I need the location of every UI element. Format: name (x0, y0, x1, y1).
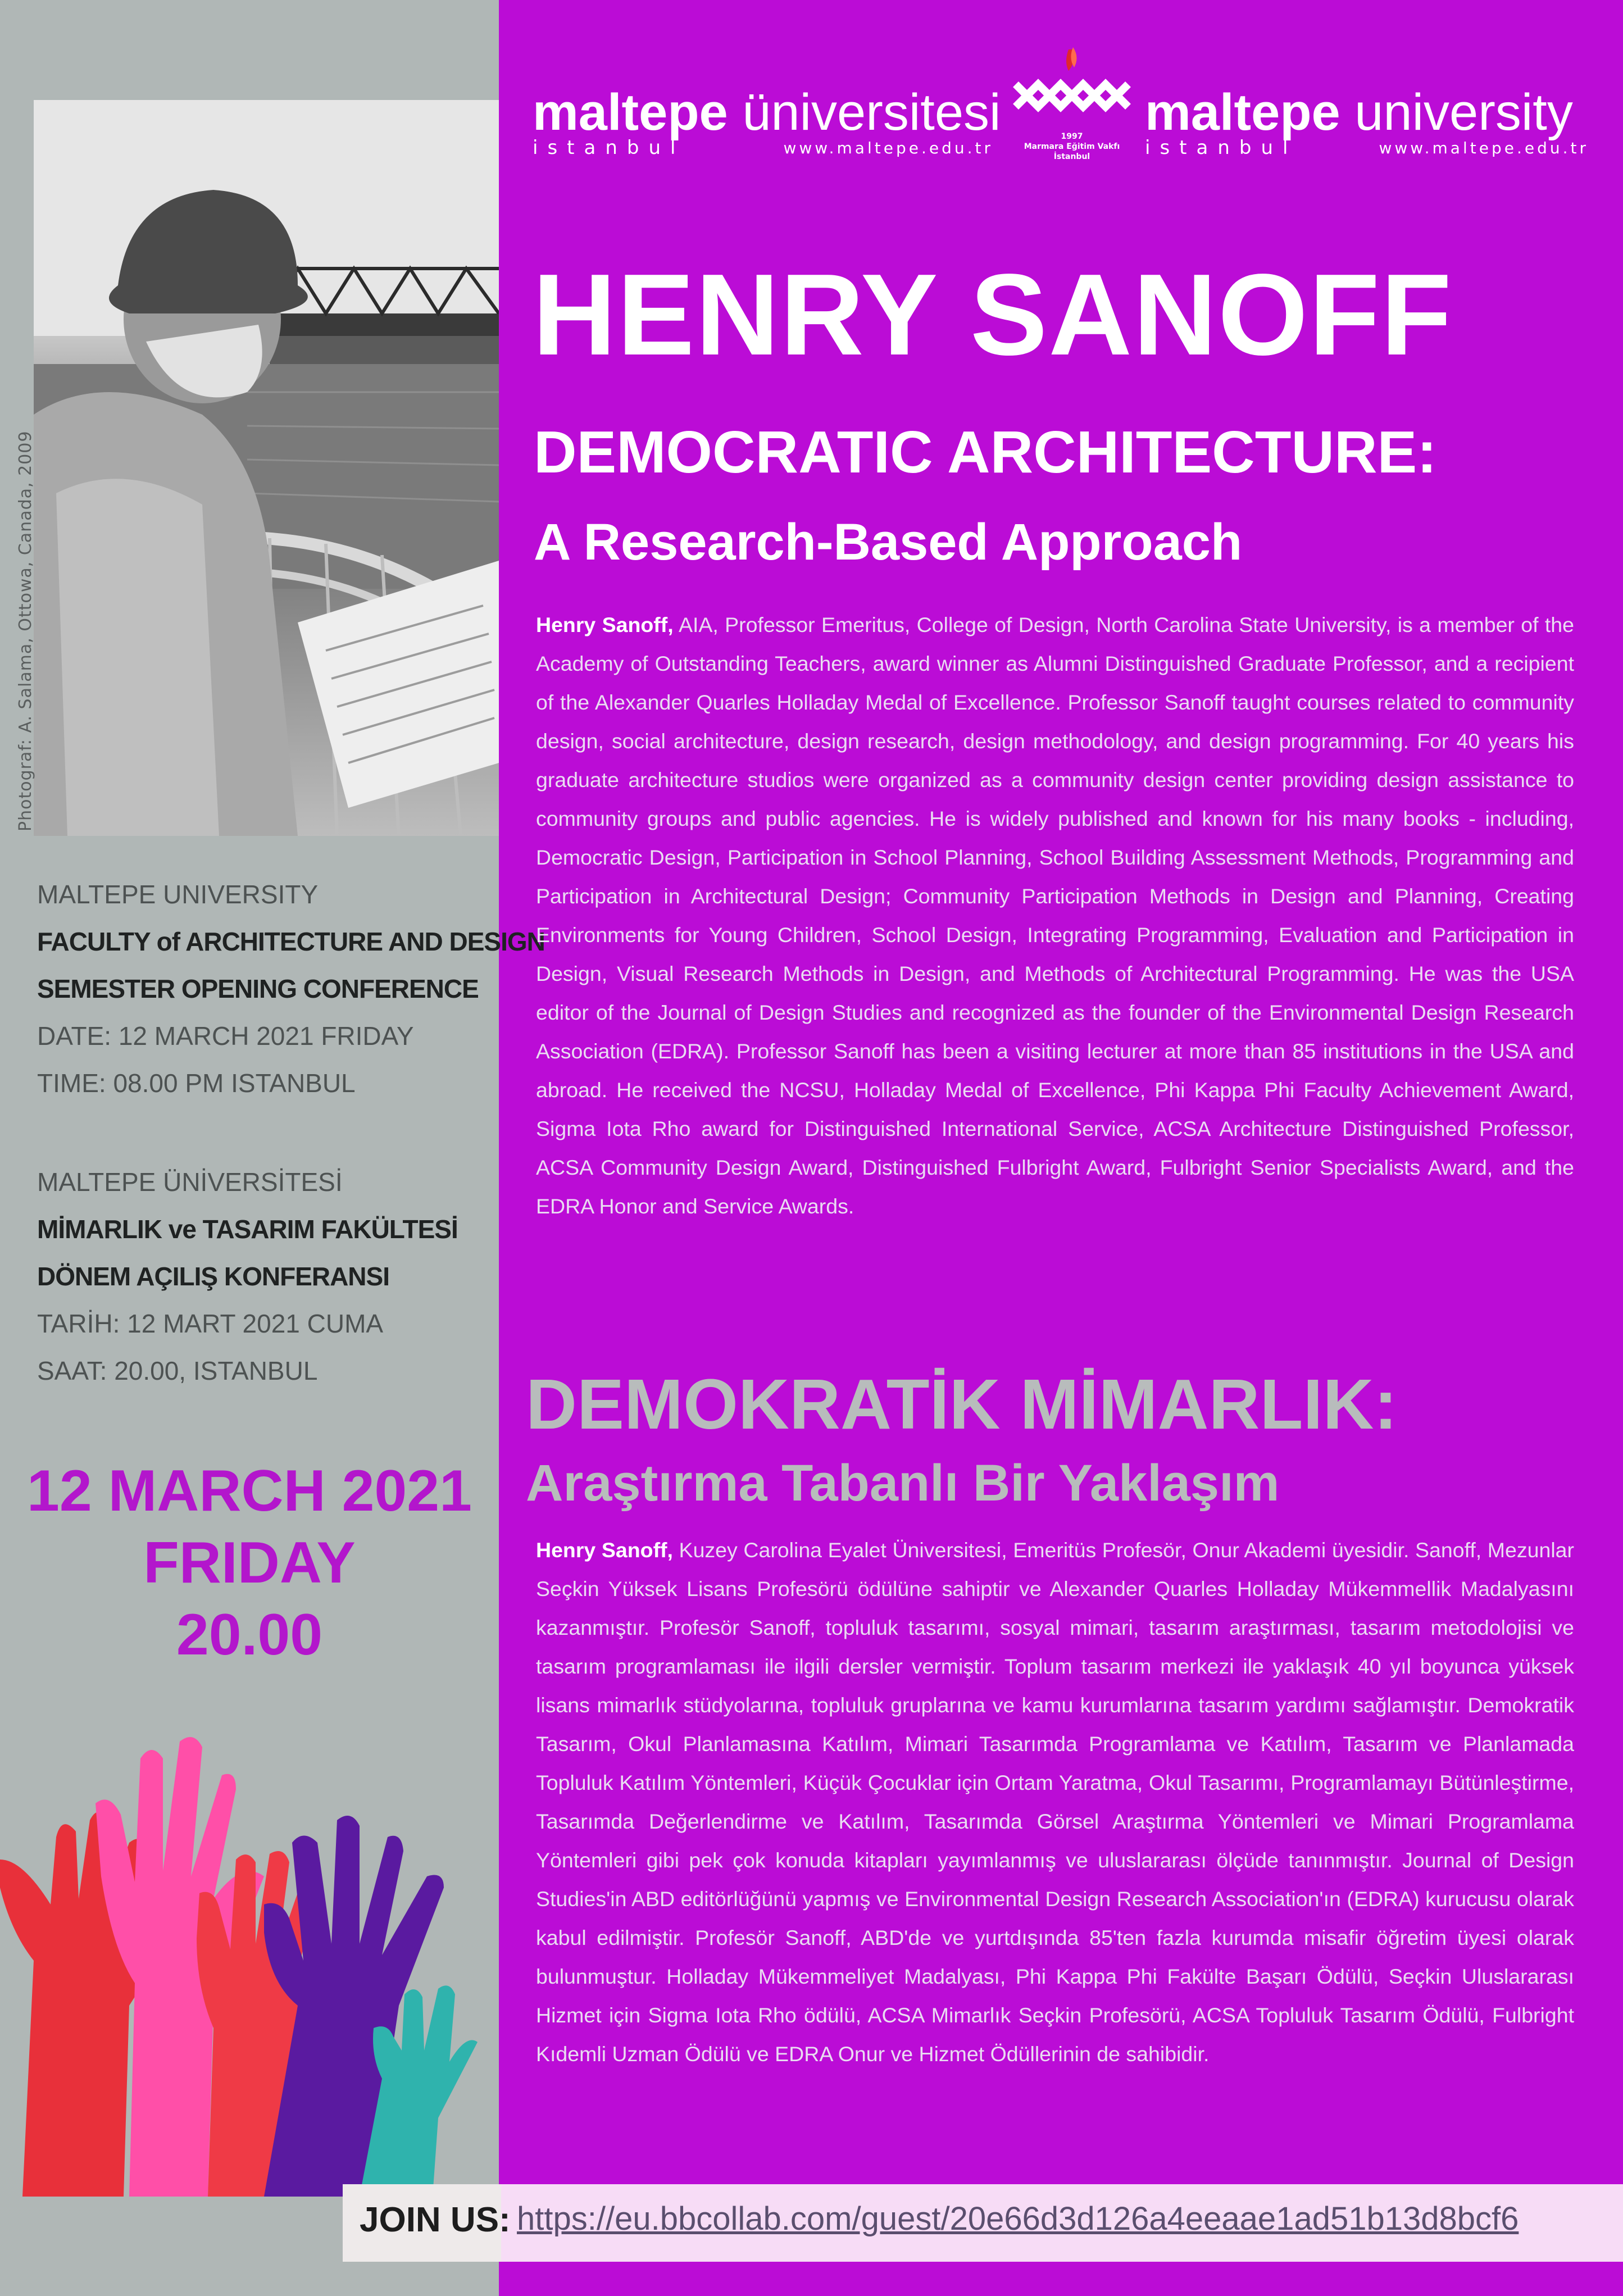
info-tr-event: DÖNEM AÇILIŞ KONFERANSI (37, 1262, 389, 1291)
logo-tr-bold: maltepe (533, 84, 728, 141)
info-tr-date: TARİH: 12 MART 2021 CUMA (37, 1309, 384, 1338)
big-date-time: 20.00 (176, 1602, 323, 1667)
logo-tr-url: www.maltepe.edu.tr (783, 139, 993, 157)
join-label: JOIN US: (360, 2200, 511, 2239)
bio-en-text: AIA, Professor Emeritus, College of Design, North Carolina State University, is a member of the Academy of Outstanding Teachers, award winner as Alumni Distinguished Graduate Professor, and a recipient of the Alexander Quarles Holladay Medal of Excellence. Professor Sanoff taught courses related to community design, social architecture, design research, design methodology, and design programming. For 40 years his graduate architecture studios were organized as a community design center providing design assistance to community groups and public agencies. He is widely published and known for his many books - including, Democratic Design, Participation in School Planning, School Building Assessment Methods, Programming and Participation in Architectural Design; Community Participation Methods in Design and Planning, Creating Environments for Young Children, School Design, Integrating Programming, Evaluation and Participation in Design, Visual Research Methods in Design, and Methods of Architectural Programming. He was the USA editor of the Journal of Design Studies and recognized as the founder of the Environmental Design Research Association (EDRA). Professor Sanoff has been a visiting lecturer at more than 85 institutions in the USA and abroad. He received the NCSU, Holladay Medal of Excellence, Phi Kappa Phi Faculty Achievement Award, Sigma Iota Rho award for Distinguished International Service, ACSA Architecture Distinguished Professor, ACSA Community Design Award, Distinguished Fulbright Award, Fulbright Senior Specialists Award, and the EDRA Honor and Service Awards. (536, 613, 1574, 1218)
talk-title: DEMOCRATIC ARCHITECTURE: (534, 419, 1437, 485)
talk-subtitle-turkish: Araştırma Tabanlı Bir Yaklaşım (526, 1454, 1280, 1512)
logo-en-city: istanbul (1145, 137, 1298, 159)
info-tr-faculty: MİMARLIK ve TASARIM FAKÜLTESİ (37, 1215, 458, 1244)
join-bar (343, 2184, 1623, 2262)
bio-tr-name: Henry Sanoff, (536, 1538, 673, 1562)
info-turkish (37, 1158, 458, 1394)
logo-tr-light: üniversitesi (728, 84, 1001, 141)
logo-en-bold: maltepe (1145, 84, 1340, 141)
torch-emblem-icon (1010, 45, 1134, 129)
emblem-city: İstanbul (1053, 152, 1090, 161)
bio-en-name: Henry Sanoff, (536, 613, 674, 636)
info-en-university: MALTEPE UNIVERSITY (37, 880, 319, 909)
speaker-name: HENRY SANOFF (533, 250, 1453, 379)
info-en-faculty: FACULTY of ARCHITECTURE AND DESIGN (37, 927, 545, 956)
emblem-year: 1997 (1061, 132, 1083, 141)
logo-en-light: university (1340, 84, 1573, 141)
info-english (37, 871, 545, 1107)
info-en-time: TIME: 08.00 PM ISTANBUL (37, 1069, 356, 1098)
logo-english (1145, 84, 1589, 157)
big-date-line1: 12 MARCH 2021 (27, 1458, 472, 1524)
raised-hands-illustration (0, 1691, 499, 2197)
foundation-emblem (1010, 45, 1134, 174)
bio-english (536, 606, 1574, 1226)
emblem-name: Marmara Eğitim Vakfı (1024, 142, 1120, 151)
logo-tr-city: istanbul (533, 137, 685, 159)
logo-header (533, 84, 1589, 185)
info-en-event: SEMESTER OPENING CONFERENCE (37, 974, 479, 1003)
join-link[interactable]: https://eu.bbcollab.com/guest/20e66d3d126a4eeaae1ad51b13d8bcf6 (517, 2200, 1519, 2237)
talk-subtitle: A Research-Based Approach (534, 513, 1243, 571)
logo-en-url: www.maltepe.edu.tr (1379, 139, 1589, 157)
info-en-date: DATE: 12 MARCH 2021 FRIDAY (37, 1021, 414, 1051)
info-tr-time: SAAT: 20.00, ISTANBUL (37, 1356, 318, 1385)
photo-credit: Photograf: A. Salama, Ottowa, Canada, 2009 (16, 430, 35, 831)
bio-turkish (536, 1531, 1574, 2074)
info-tr-university: MALTEPE ÜNİVERSİTESİ (37, 1167, 343, 1197)
bio-tr-text: Kuzey Carolina Eyalet Üniversitesi, Emeritüs Profesör, Onur Akademi üyesidir. Sanoff, Mezunlar Seçkin Yüksek Lisans Profesörü ödülüne sahiptir ve Alexander Quarles Holladay Mükemmellik Madalyasını kazanmıştır. Profesör Sanoff, topluluk tasarımı, sosyal mimari, tasarım araştırması, tasarım metodolojisi ve tasarım programlaması ile ilgili dersler vermiştir. Toplum tasarım merkezi ile yaklaşık 40 yıl boyunca yüksek lisans mimarlık stüdyolarına, topluluk gruplarına ve kamu kurumlarına tasarım yardımı sağlamıştır. Demokratik Tasarım, Okul Planlamasına Katılım, Mimari Tasarımda Programlama ve Katılım, Tasarım ve Planlamada Topluluk Katılım Yöntemleri, Küçük Çocuklar için Ortam Yaratma, Okul Tasarımı, Programlamayı Bütünleştirme, Tasarımda Değerlendirme ve Katılım, Tasarımda Görsel Araştırma Yöntemleri ve Mimari Programlama Yöntemleri gibi pek çok konuda kitapları yayımlanmış ve uluslararası ölçüde tanınmıştır. Journal of Design Studies'in ABD editörlüğünü yapmış ve Environmental Design Research Association'ın (EDRA) kurucusu olarak kabul edilmiştir. Profesör Sanoff, ABD'de ve yurtdışında 85'ten fazla kurumda misafir öğretim üyesi olarak bulunmuştur. Holladay Mükemmeliyet Madalyası, Phi Kappa Phi Fakülte Başarı Ödülü, Seçkin Uluslararası Hizmet için Sigma Iota Rho ödülü, ACSA Mimarlık Seçkin Profesörü, ACSA Topluluk Tasarım Ödülü, Fulbright Kıdemli Uzman Ödülü ve EDRA Onur ve Hizmet Ödüllerinin de sahibidir. (536, 1538, 1574, 2066)
logo-turkish (533, 84, 1001, 159)
big-date-day: FRIDAY (143, 1530, 356, 1595)
portrait-photo (34, 100, 499, 836)
talk-title-turkish: DEMOKRATİK MİMARLIK: (526, 1365, 1398, 1444)
